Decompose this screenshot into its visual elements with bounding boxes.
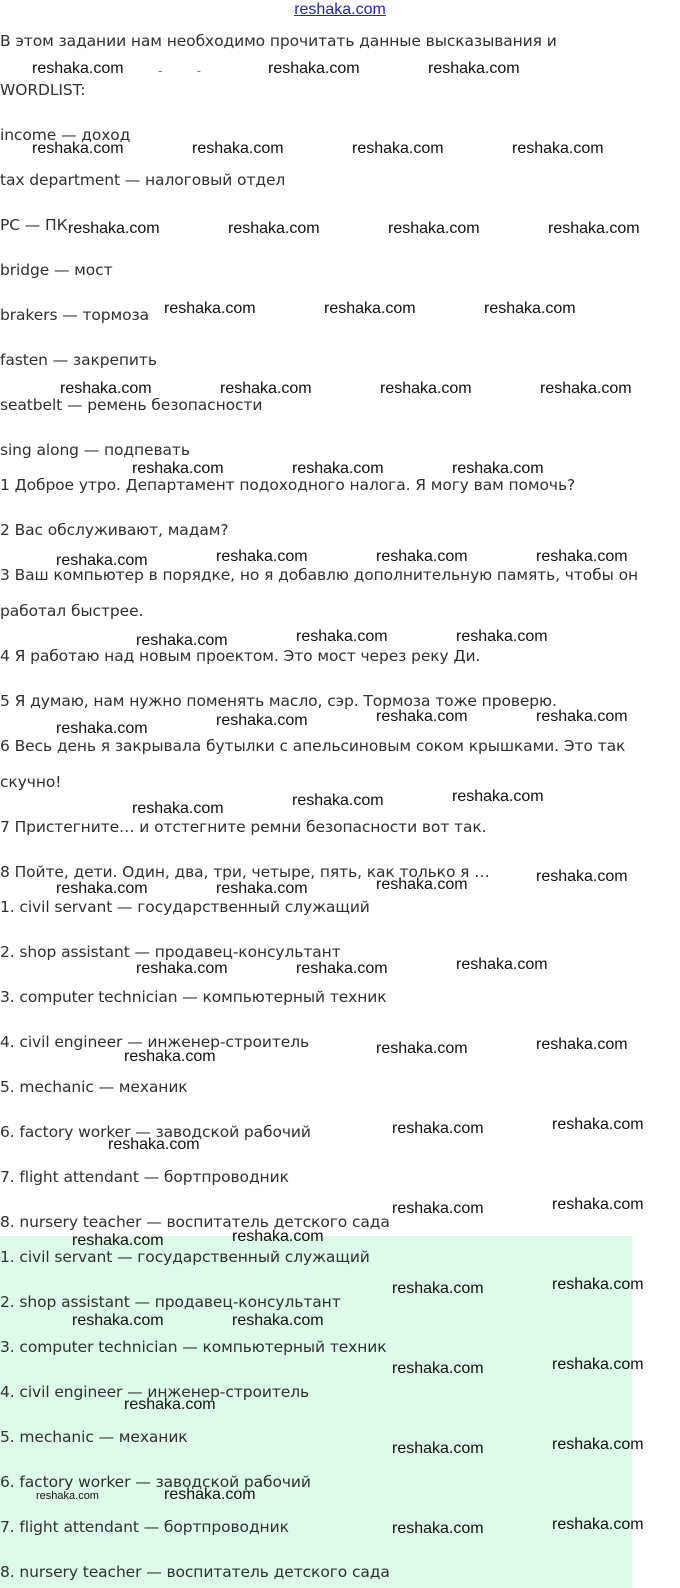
watermark: reshaka.com [268, 60, 360, 77]
watermark: reshaka.com [136, 960, 228, 977]
watermark: reshaka.com [164, 300, 256, 317]
watermark: reshaka.com [216, 880, 308, 897]
watermark: reshaka.com [32, 60, 124, 77]
watermark: reshaka.com [548, 220, 640, 237]
intro-text: В этом задании нам необходимо прочитать данные высказывания и [0, 32, 557, 50]
watermark: reshaka.com [124, 1396, 216, 1413]
watermark: reshaka.com [392, 1120, 484, 1137]
watermark: reshaka.com [452, 788, 544, 805]
statement-line: 2 Вас обслуживают, мадам? [0, 521, 229, 539]
watermark: reshaka.com [456, 628, 548, 645]
watermark: reshaka.com [164, 1486, 256, 1503]
watermark: reshaka.com [380, 380, 472, 397]
answer-line: 3. computer technician — компьютерный техник [0, 1338, 387, 1356]
watermark: reshaka.com [428, 60, 520, 77]
answer-line: 4. civil engineer — инженер-строитель [0, 1383, 310, 1401]
watermark: reshaka.com [232, 1312, 324, 1329]
watermark: reshaka.com [536, 1036, 628, 1053]
watermark: reshaka.com [296, 628, 388, 645]
watermark: reshaka.com [552, 1356, 644, 1373]
watermark: reshaka.com [216, 548, 308, 565]
watermark: reshaka.com [192, 140, 284, 157]
wordlist-title: WORDLIST: [0, 81, 86, 99]
statement-line: скучно! [0, 773, 62, 791]
watermark: reshaka.com [392, 1520, 484, 1537]
job-line: 8. nursery teacher — воспитатель детского сада [0, 1213, 390, 1231]
statement-line: 4 Я работаю над новым проектом. Это мост через реку Ди. [0, 647, 481, 665]
watermark: reshaka.com [552, 1276, 644, 1293]
watermark: reshaka.com [36, 1490, 99, 1502]
watermark: reshaka.com [392, 1360, 484, 1377]
job-line: 6. factory worker — заводской рабочий [0, 1123, 311, 1141]
statement-line: 7 Пристегните… и отстегните ремни безопасности вот так. [0, 818, 487, 836]
job-line: 2. shop assistant — продавец-консультант [0, 943, 341, 961]
answer-line: 1. civil servant — государственный служащий [0, 1248, 370, 1266]
watermark: reshaka.com [392, 1200, 484, 1217]
watermark: reshaka.com [552, 1516, 644, 1533]
watermark: reshaka.com [232, 1228, 324, 1245]
statement-line: 5 Я думаю, нам нужно поменять масло, сэр. Тормоза тоже проверю. [0, 692, 557, 710]
watermark: reshaka.com [388, 220, 480, 237]
watermark: reshaka.com [376, 876, 468, 893]
watermark: reshaka.com [32, 140, 124, 157]
watermark: reshaka.com [536, 708, 628, 725]
watermark: reshaka.com [536, 548, 628, 565]
job-line: 5. mechanic — механик [0, 1078, 188, 1096]
watermark: reshaka.com [540, 380, 632, 397]
wordlist-item: bridge — мост [0, 261, 113, 279]
watermark: reshaka.com [292, 460, 384, 477]
statement-line: 6 Весь день я закрывала бутылки с апельсиновым соком крышками. Это так [0, 737, 626, 755]
watermark: reshaka.com [512, 140, 604, 157]
watermark: reshaka.com [216, 712, 308, 729]
answer-line: 8. nursery teacher — воспитатель детского сада [0, 1563, 390, 1581]
watermark: reshaka.com [132, 800, 224, 817]
watermark: reshaka.com [72, 1312, 164, 1329]
watermark: reshaka.com [228, 220, 320, 237]
watermark: reshaka.com [292, 792, 384, 809]
statement-line: 1 Доброе утро. Департамент подоходного налога. Я могу вам помочь? [0, 476, 576, 494]
watermark: reshaka.com [452, 460, 544, 477]
wordlist-item: brakers — тормоза [0, 306, 150, 324]
watermark: reshaka.com [376, 548, 468, 565]
watermark: reshaka.com [296, 960, 388, 977]
watermark: reshaka.com [324, 300, 416, 317]
watermark: reshaka.com [552, 1436, 644, 1453]
wordlist-item: fasten — закрепить [0, 351, 157, 369]
watermark: reshaka.com [56, 552, 148, 569]
answer-line: 7. flight attendant — бортпроводник [0, 1518, 289, 1536]
job-line: 1. civil servant — государственный служащий [0, 898, 370, 916]
wordlist-item: sing along — подпевать [0, 441, 190, 459]
answer-line: 5. mechanic — механик [0, 1428, 188, 1446]
watermark: reshaka.com [376, 1040, 468, 1057]
statement-line: 3 Ваш компьютер в порядке, но я добавлю дополнительную память, чтобы он [0, 566, 638, 584]
site-link[interactable]: reshaka.com [294, 1, 386, 18]
watermark: reshaka.com [56, 720, 148, 737]
answer-line: 2. shop assistant — продавец-консультант [0, 1293, 341, 1311]
job-line: 7. flight attendant — бортпроводник [0, 1168, 289, 1186]
statement-line: 8 Пойте, дети. Один, два, три, четыре, пять, как только я … [0, 863, 490, 881]
watermark: reshaka.com [392, 1280, 484, 1297]
wordlist-item: income — доход [0, 126, 131, 144]
watermark: reshaka.com [56, 880, 148, 897]
job-line: 3. computer technician — компьютерный техник [0, 988, 387, 1006]
watermark: reshaka.com [108, 1136, 200, 1153]
watermark: reshaka.com [136, 632, 228, 649]
watermark: reshaka.com [60, 380, 152, 397]
job-line: 4. civil engineer — инженер-строитель [0, 1033, 310, 1051]
watermark: reshaka.com [536, 868, 628, 885]
scribble-marks: - - - [158, 64, 278, 78]
watermark: reshaka.com [68, 220, 160, 237]
watermark: reshaka.com [376, 708, 468, 725]
statement-line: работал быстрее. [0, 602, 144, 620]
answer-line: 6. factory worker — заводской рабочий [0, 1473, 311, 1491]
watermark: reshaka.com [392, 1440, 484, 1457]
watermark: reshaka.com [456, 956, 548, 973]
wordlist-item: PC — ПК [0, 216, 68, 234]
wordlist-item: tax department — налоговый отдел [0, 171, 286, 189]
watermark: reshaka.com [124, 1048, 216, 1065]
watermark: reshaka.com [72, 1232, 164, 1249]
watermark: reshaka.com [220, 380, 312, 397]
watermark: reshaka.com [352, 140, 444, 157]
wordlist-item: seatbelt — ремень безопасности [0, 396, 263, 414]
watermark: reshaka.com [552, 1116, 644, 1133]
watermark: reshaka.com [484, 300, 576, 317]
watermark: reshaka.com [552, 1196, 644, 1213]
watermark: reshaka.com [132, 460, 224, 477]
